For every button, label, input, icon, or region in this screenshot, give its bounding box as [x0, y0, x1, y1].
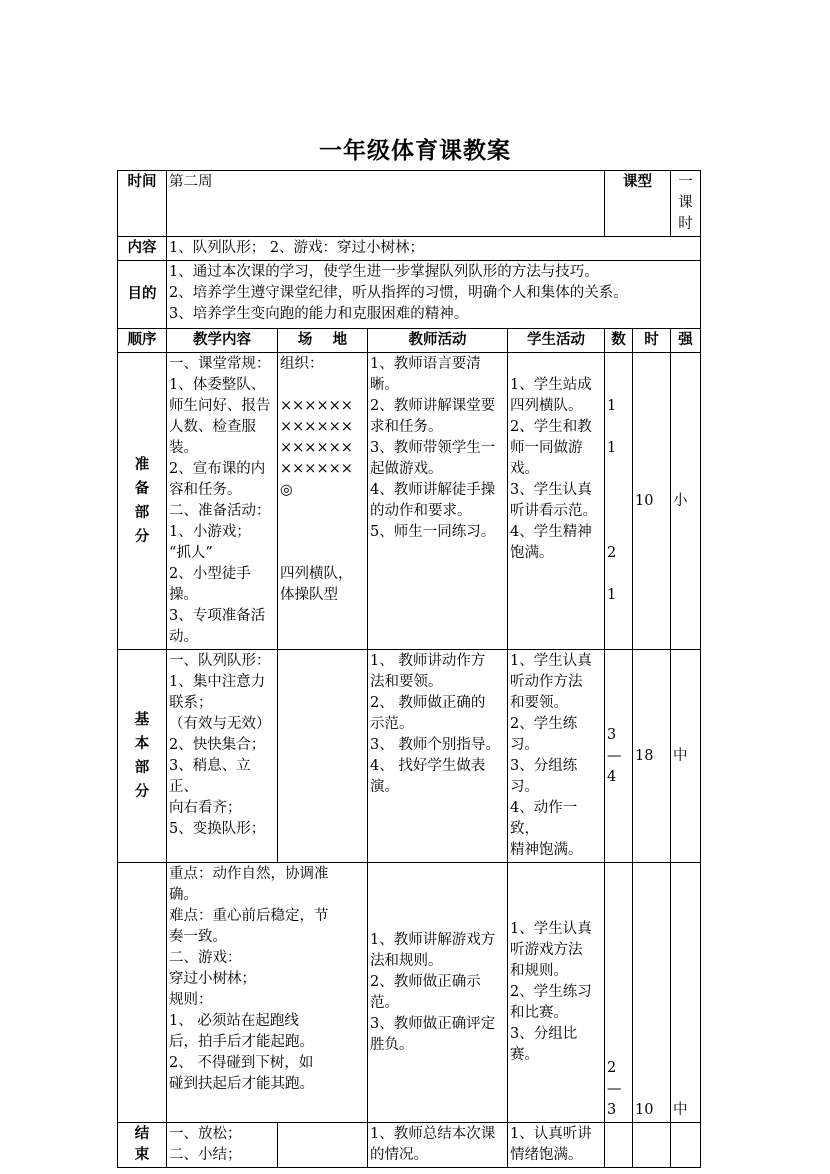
type-label: 课型: [605, 171, 671, 237]
header-order: 顺序: [118, 329, 167, 353]
header-content: 教学内容: [167, 329, 278, 353]
goal-label: 目的: [118, 261, 167, 329]
goal-item: 2、培养学生遵守课堂纪律，听从指挥的习惯，明确个人和集体的关系。: [169, 285, 628, 301]
section-row-end: [118, 1123, 701, 1168]
section-intensity: 中: [671, 863, 701, 1123]
section-name: 基 本 部 分: [118, 650, 167, 863]
section-student-activity: 1、学生认真 听游戏方法 和规则。 2、学生练习 和比赛。 3、分组比赛。: [508, 863, 605, 1123]
goal-item: 3、培养学生变向跑的能力和克服困难的精神。: [169, 306, 469, 322]
goal-item: 1、通过本次课的学习，使学生进一步掌握队列队形的方法与技巧。: [169, 264, 599, 280]
section-time: 10: [633, 353, 671, 650]
header-time: 时: [633, 329, 671, 353]
section-site: 组织： ×××××× ×××××× ×××××× ×××××× ◎ 四列横队， 体操队型: [278, 353, 368, 650]
content-label: 内容: [118, 237, 167, 261]
header-intensity: 强: [671, 329, 701, 353]
section-student-activity: 1、学生认真 听动作方法 和要领。 2、学生练习。 3、分组练习。 4、动作一致， 精神饱满。: [508, 650, 605, 863]
section-content: 重点：动作自然，协调准 确。 难点：重心前后稳定，节 奏一致。 二、游戏： 穿过小树林； 规则： 1、 必须站在起跑线 后，拍手后才能起跑。 2、 不得碰到下树，如 碰到扶起后才能其跑。: [167, 863, 368, 1123]
time-value: 第二周: [167, 171, 605, 237]
section-time: 10: [633, 863, 671, 1123]
row-content: [118, 237, 701, 261]
row-time: [118, 171, 701, 237]
section-count: [605, 1123, 633, 1168]
section-name: 结 束: [118, 1123, 167, 1168]
header-count: 数: [605, 329, 633, 353]
goal-list: [167, 261, 701, 329]
header-site: 场 地: [278, 329, 368, 353]
section-student-activity: 1、学生站成 四列横队。 2、学生和教 师一同做游 戏。 3、学生认真 听讲看示范。 4、学生精神 饱满。: [508, 353, 605, 650]
section-content: 一、课堂常规： 1、体委整队、 师生问好、报告 人数、检查服 装。 2、宣布课的内 容和任务。 二、准备活动： 1、小游戏； “抓人” 2、小型徒手操。 3、专项准备活 动。: [167, 353, 278, 650]
section-teacher-activity: 1、 教师讲动作方 法和要领。 2、 教师做正确的 示范。 3、 教师个别指导。 4、 找好学生做表 演。: [368, 650, 508, 863]
section-row-prep: [118, 353, 701, 650]
type-value: 一课时: [671, 171, 701, 237]
section-count: 1 1 2 1: [605, 353, 633, 650]
section-teacher-activity: 1、教师讲解游戏方 法和规则。 2、教师做正确示 范。 3、教师做正确评定 胜负。: [368, 863, 508, 1123]
section-intensity: 小: [671, 353, 701, 650]
section-name: 准 备 部 分: [118, 353, 167, 650]
section-teacher-activity: 1、教师语言要清 晰。 2、教师讲解课堂要 求和任务。 3、教师带领学生一 起做游戏。 4、教师讲解徒手操 的动作和要求。 5、师生一同练习。: [368, 353, 508, 650]
section-time: [633, 1123, 671, 1168]
page-title: 一年级体育课教案: [319, 138, 511, 164]
time-label: 时间: [118, 171, 167, 237]
header-row: [118, 329, 701, 353]
section-intensity: [671, 1123, 701, 1168]
section-count: 3— 4: [605, 650, 633, 863]
section-intensity: 中: [671, 650, 701, 863]
section-row-basic: [118, 650, 701, 863]
section-content: 一、队列队形： 1、集中注意力 联系； （有效与无效） 2、快快集合； 3、稍息、立正、 向右看齐； 5、变换队形；: [167, 650, 278, 863]
section-time: 18: [633, 650, 671, 863]
lesson-plan-table: [117, 170, 701, 1168]
header-student: 学生活动: [508, 329, 605, 353]
section-name: [118, 863, 167, 1123]
section-teacher-activity: 1、教师总结本次课 的情况。: [368, 1123, 508, 1168]
section-count: 2— 3: [605, 863, 633, 1123]
row-goal: [118, 261, 701, 329]
section-row-game: [118, 863, 701, 1123]
content-value: 1、队列队形； 2、游戏：穿过小树林；: [167, 237, 701, 261]
header-teacher: 教师活动: [368, 329, 508, 353]
section-site: [278, 650, 368, 863]
section-site: [278, 1123, 368, 1168]
section-content: 一、放松； 二、小结；: [167, 1123, 278, 1168]
section-student-activity: 1、认真听讲 情绪饱满。: [508, 1123, 605, 1168]
